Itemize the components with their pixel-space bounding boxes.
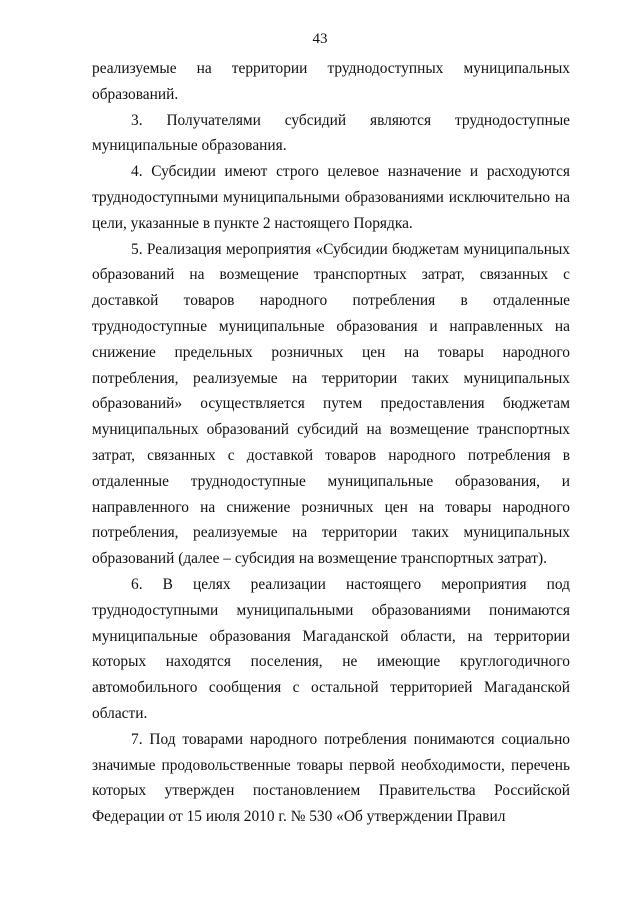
paragraph-item-3: 3. Получателями субсидий являются труднодоступные муниципальные образования. <box>92 111 570 155</box>
paragraph-item-7: 7. Под товарами народного потребления понимаются социально значимые продовольственные товары первой необходимости, перечень которых утвержден постановлением Правительства Российской Федерации от 15 июля 2010 г. № 530 «Об утверждении Правил <box>92 730 570 826</box>
document-body <box>92 56 570 830</box>
paragraph-item-6: 6. В целях реализации настоящего мероприятия под труднодоступными муниципальными образованиями понимаются муниципальные образования Магаданской области, на территории которых находятся поселения, не имеющие круглогодичного автомобильного сообщения с остальной территорией Магаданской области. <box>92 575 570 722</box>
paragraph-item-5: 5. Реализация мероприятия «Субсидии бюджетам муниципальных образований на возмещение транспортных затрат, связанных с доставкой товаров народного потребления в отдаленные труднодоступные муниципальные образования и направленных на снижение предельных розничных цен на товары народного потребления, реализуемые на территории таких муниципальных образований» осуществляется путем предоставления бюджетам муниципальных образований субсидий на возмещение транспортных затрат, связанных с доставкой товаров народного потребления в отдаленные труднодоступные муниципальные образования, и направленного на снижение розничных цен на товары народного потребления, реализуемые на территории таких муниципальных образований (далее – субсидия на возмещение транспортных затрат). <box>92 240 570 568</box>
paragraph-item-4: 4. Субсидии имеют строго целевое назначение и расходуются труднодоступными муниципальными образованиями исключительно на цели, указанные в пункте 2 настоящего Порядка. <box>92 163 570 232</box>
paragraph-continuation: реализуемые на территории труднодоступных муниципальных образований. <box>92 60 570 103</box>
page-number: 43 <box>312 31 328 47</box>
